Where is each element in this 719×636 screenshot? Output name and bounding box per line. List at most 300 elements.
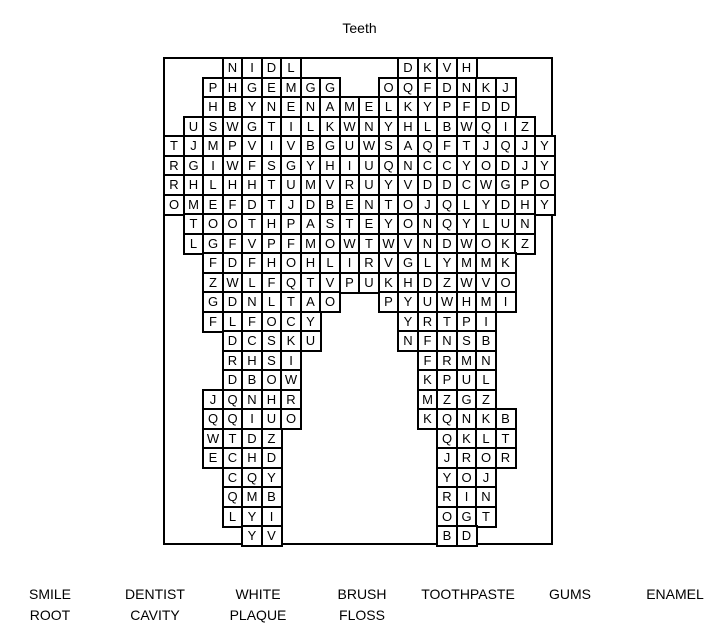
grid-cell[interactable]: O (280, 408, 302, 430)
grid-cell[interactable]: T (339, 213, 361, 235)
grid-cell[interactable]: N (475, 486, 497, 508)
grid-cell[interactable]: J (436, 447, 458, 469)
grid-cell[interactable]: I (261, 135, 283, 157)
grid-cell[interactable]: P (202, 77, 224, 99)
grid-cell[interactable]: O (261, 311, 283, 333)
grid-cell[interactable]: T (378, 194, 400, 216)
grid-cell[interactable]: J (183, 135, 205, 157)
grid-cell[interactable]: K (495, 233, 517, 255)
grid-cell[interactable]: O (495, 272, 517, 294)
grid-cell[interactable]: R (280, 389, 302, 411)
grid-cell[interactable]: Q (378, 155, 400, 177)
grid-cell[interactable]: H (241, 174, 263, 196)
grid-cell[interactable]: M (300, 233, 322, 255)
grid-cell[interactable]: Z (436, 272, 458, 294)
grid-cell[interactable]: T (475, 506, 497, 528)
grid-cell[interactable]: T (456, 135, 478, 157)
grid-cell[interactable]: E (202, 447, 224, 469)
grid-cell[interactable]: D (495, 194, 517, 216)
grid-cell[interactable]: I (241, 57, 263, 79)
grid-cell[interactable]: V (261, 525, 283, 547)
grid-cell[interactable]: O (534, 174, 556, 196)
grid-cell[interactable]: H (261, 252, 283, 274)
grid-cell[interactable]: A (319, 96, 341, 118)
grid-cell[interactable]: K (417, 369, 439, 391)
grid-cell[interactable]: D (241, 194, 263, 216)
grid-cell[interactable]: I (495, 291, 517, 313)
grid-cell[interactable]: O (319, 233, 341, 255)
grid-cell[interactable]: V (475, 272, 497, 294)
grid-cell[interactable]: H (261, 389, 283, 411)
grid-cell[interactable]: N (436, 330, 458, 352)
grid-cell[interactable]: U (358, 174, 380, 196)
grid-cell[interactable]: N (300, 96, 322, 118)
grid-cell[interactable]: I (241, 408, 263, 430)
grid-cell[interactable]: Q (222, 408, 244, 430)
grid-cell[interactable]: Y (261, 467, 283, 489)
grid-cell[interactable]: O (397, 194, 419, 216)
grid-cell[interactable]: Y (300, 311, 322, 333)
grid-cell[interactable]: G (202, 291, 224, 313)
grid-cell[interactable]: L (261, 291, 283, 313)
grid-cell[interactable]: B (436, 116, 458, 138)
grid-cell[interactable]: O (456, 467, 478, 489)
grid-cell[interactable]: N (241, 291, 263, 313)
grid-cell[interactable]: T (241, 213, 263, 235)
grid-cell[interactable]: N (514, 213, 536, 235)
grid-cell[interactable]: D (436, 77, 458, 99)
grid-cell[interactable]: Q (222, 486, 244, 508)
grid-cell[interactable]: L (280, 57, 302, 79)
grid-cell[interactable]: N (397, 155, 419, 177)
grid-cell[interactable]: R (456, 447, 478, 469)
grid-cell[interactable]: U (261, 408, 283, 430)
grid-cell[interactable]: F (202, 311, 224, 333)
grid-cell[interactable]: W (378, 233, 400, 255)
grid-cell[interactable]: S (456, 330, 478, 352)
grid-cell[interactable]: Q (202, 408, 224, 430)
grid-cell[interactable]: G (397, 252, 419, 274)
grid-cell[interactable]: O (378, 77, 400, 99)
grid-cell[interactable]: K (417, 408, 439, 430)
grid-cell[interactable]: L (300, 116, 322, 138)
grid-cell[interactable]: B (475, 330, 497, 352)
grid-cell[interactable]: L (456, 194, 478, 216)
grid-cell[interactable]: L (475, 369, 497, 391)
grid-cell[interactable]: Q (495, 135, 517, 157)
grid-cell[interactable]: U (417, 291, 439, 313)
grid-cell[interactable]: U (280, 174, 302, 196)
grid-cell[interactable]: D (495, 155, 517, 177)
grid-cell[interactable]: G (319, 77, 341, 99)
grid-cell[interactable]: O (280, 252, 302, 274)
grid-cell[interactable]: N (358, 116, 380, 138)
grid-cell[interactable]: A (397, 135, 419, 157)
grid-cell[interactable]: M (339, 96, 361, 118)
grid-cell[interactable]: O (163, 194, 185, 216)
grid-cell[interactable]: U (358, 272, 380, 294)
grid-cell[interactable]: P (280, 213, 302, 235)
grid-cell[interactable]: W (436, 291, 458, 313)
grid-cell[interactable]: O (475, 233, 497, 255)
grid-cell[interactable]: S (319, 213, 341, 235)
grid-cell[interactable]: C (456, 174, 478, 196)
grid-cell[interactable]: O (222, 213, 244, 235)
grid-cell[interactable]: D (222, 291, 244, 313)
grid-cell[interactable]: O (475, 155, 497, 177)
grid-cell[interactable]: O (261, 369, 283, 391)
grid-cell[interactable]: M (241, 486, 263, 508)
grid-cell[interactable]: J (495, 77, 517, 99)
grid-cell[interactable]: C (222, 467, 244, 489)
grid-cell[interactable]: I (261, 506, 283, 528)
grid-cell[interactable]: G (183, 155, 205, 177)
grid-cell[interactable]: D (222, 330, 244, 352)
grid-cell[interactable]: I (339, 252, 361, 274)
grid-cell[interactable]: H (514, 194, 536, 216)
grid-cell[interactable]: I (456, 486, 478, 508)
grid-cell[interactable]: Y (456, 213, 478, 235)
grid-cell[interactable]: F (436, 135, 458, 157)
grid-cell[interactable]: Q (397, 77, 419, 99)
grid-cell[interactable]: R (358, 252, 380, 274)
grid-cell[interactable]: D (436, 174, 458, 196)
grid-cell[interactable]: L (319, 252, 341, 274)
grid-cell[interactable]: H (202, 96, 224, 118)
grid-cell[interactable]: I (202, 155, 224, 177)
grid-cell[interactable]: O (436, 506, 458, 528)
grid-cell[interactable]: W (222, 272, 244, 294)
grid-cell[interactable]: T (358, 233, 380, 255)
grid-cell[interactable]: Y (456, 155, 478, 177)
grid-cell[interactable]: F (241, 311, 263, 333)
grid-cell[interactable]: F (261, 272, 283, 294)
grid-cell[interactable]: L (183, 233, 205, 255)
grid-cell[interactable]: U (183, 116, 205, 138)
grid-cell[interactable]: Z (261, 428, 283, 450)
grid-cell[interactable]: V (397, 233, 419, 255)
grid-cell[interactable]: Y (378, 116, 400, 138)
grid-cell[interactable]: T (222, 428, 244, 450)
grid-cell[interactable]: T (300, 272, 322, 294)
grid-cell[interactable]: B (261, 486, 283, 508)
grid-cell[interactable]: V (397, 174, 419, 196)
grid-cell[interactable]: E (261, 77, 283, 99)
grid-cell[interactable]: O (475, 447, 497, 469)
grid-cell[interactable]: Q (222, 389, 244, 411)
grid-cell[interactable]: C (436, 155, 458, 177)
grid-cell[interactable]: T (280, 291, 302, 313)
grid-cell[interactable]: Y (378, 213, 400, 235)
grid-cell[interactable]: Y (436, 467, 458, 489)
grid-cell[interactable]: E (339, 194, 361, 216)
grid-cell[interactable]: Q (475, 116, 497, 138)
grid-cell[interactable]: L (475, 213, 497, 235)
grid-cell[interactable]: Y (534, 155, 556, 177)
grid-cell[interactable]: M (280, 77, 302, 99)
grid-cell[interactable]: U (300, 330, 322, 352)
grid-cell[interactable]: S (261, 330, 283, 352)
grid-cell[interactable]: Y (534, 194, 556, 216)
grid-cell[interactable]: U (339, 135, 361, 157)
grid-cell[interactable]: H (397, 116, 419, 138)
grid-cell[interactable]: T (163, 135, 185, 157)
grid-cell[interactable]: S (202, 116, 224, 138)
grid-cell[interactable]: H (397, 272, 419, 294)
grid-cell[interactable]: L (202, 174, 224, 196)
grid-cell[interactable]: Y (300, 155, 322, 177)
grid-cell[interactable]: U (456, 369, 478, 391)
grid-cell[interactable]: B (436, 525, 458, 547)
grid-cell[interactable]: C (241, 330, 263, 352)
grid-cell[interactable]: Q (436, 428, 458, 450)
grid-cell[interactable]: M (475, 291, 497, 313)
grid-cell[interactable]: J (475, 135, 497, 157)
grid-cell[interactable]: M (202, 135, 224, 157)
grid-cell[interactable]: T (495, 428, 517, 450)
grid-cell[interactable]: S (261, 350, 283, 372)
grid-cell[interactable]: Y (534, 135, 556, 157)
grid-cell[interactable]: D (222, 369, 244, 391)
grid-cell[interactable]: K (475, 77, 497, 99)
grid-cell[interactable]: W (456, 233, 478, 255)
grid-cell[interactable]: H (456, 291, 478, 313)
grid-cell[interactable]: K (378, 272, 400, 294)
grid-cell[interactable]: D (456, 525, 478, 547)
grid-cell[interactable]: D (417, 272, 439, 294)
grid-cell[interactable]: R (417, 311, 439, 333)
grid-cell[interactable]: P (378, 291, 400, 313)
grid-cell[interactable]: N (417, 233, 439, 255)
grid-cell[interactable]: H (183, 174, 205, 196)
grid-cell[interactable]: G (456, 389, 478, 411)
grid-cell[interactable]: E (358, 213, 380, 235)
grid-cell[interactable]: W (456, 272, 478, 294)
grid-cell[interactable]: H (222, 174, 244, 196)
grid-cell[interactable]: T (183, 213, 205, 235)
grid-cell[interactable]: N (358, 194, 380, 216)
grid-cell[interactable]: L (475, 428, 497, 450)
grid-cell[interactable]: G (280, 155, 302, 177)
grid-cell[interactable]: Q (436, 408, 458, 430)
grid-cell[interactable]: K (319, 116, 341, 138)
grid-cell[interactable]: M (183, 194, 205, 216)
grid-cell[interactable]: J (202, 389, 224, 411)
grid-cell[interactable]: A (300, 213, 322, 235)
grid-cell[interactable]: T (261, 174, 283, 196)
grid-cell[interactable]: J (514, 135, 536, 157)
grid-cell[interactable]: K (417, 57, 439, 79)
grid-cell[interactable]: P (436, 96, 458, 118)
grid-cell[interactable]: F (222, 233, 244, 255)
grid-cell[interactable]: F (202, 252, 224, 274)
grid-cell[interactable]: F (456, 96, 478, 118)
grid-cell[interactable]: J (280, 194, 302, 216)
grid-cell[interactable]: D (475, 96, 497, 118)
grid-cell[interactable]: I (495, 116, 517, 138)
grid-cell[interactable]: H (222, 77, 244, 99)
grid-cell[interactable]: B (319, 194, 341, 216)
grid-cell[interactable]: W (222, 116, 244, 138)
grid-cell[interactable]: V (436, 57, 458, 79)
grid-cell[interactable]: Q (436, 213, 458, 235)
grid-cell[interactable]: K (495, 252, 517, 274)
grid-cell[interactable]: L (378, 96, 400, 118)
grid-cell[interactable]: K (475, 408, 497, 430)
grid-cell[interactable]: D (300, 194, 322, 216)
grid-cell[interactable]: Z (514, 116, 536, 138)
grid-cell[interactable]: W (475, 174, 497, 196)
grid-cell[interactable]: N (456, 408, 478, 430)
grid-cell[interactable]: F (241, 155, 263, 177)
grid-cell[interactable]: F (417, 330, 439, 352)
grid-cell[interactable]: Z (436, 389, 458, 411)
grid-cell[interactable]: P (222, 135, 244, 157)
grid-cell[interactable]: U (358, 155, 380, 177)
grid-cell[interactable]: P (261, 233, 283, 255)
grid-cell[interactable]: K (280, 330, 302, 352)
grid-cell[interactable]: R (163, 155, 185, 177)
grid-cell[interactable]: E (280, 96, 302, 118)
grid-cell[interactable]: P (456, 311, 478, 333)
grid-cell[interactable]: W (339, 233, 361, 255)
grid-cell[interactable]: L (417, 116, 439, 138)
grid-cell[interactable]: V (241, 135, 263, 157)
grid-cell[interactable]: C (417, 155, 439, 177)
grid-cell[interactable]: Z (475, 389, 497, 411)
grid-cell[interactable]: H (300, 252, 322, 274)
grid-cell[interactable]: P (514, 174, 536, 196)
grid-cell[interactable]: Y (241, 506, 263, 528)
grid-cell[interactable]: D (417, 174, 439, 196)
grid-cell[interactable]: W (202, 428, 224, 450)
grid-cell[interactable]: M (475, 252, 497, 274)
grid-cell[interactable]: S (378, 135, 400, 157)
grid-cell[interactable]: B (241, 369, 263, 391)
grid-cell[interactable]: P (436, 369, 458, 391)
grid-cell[interactable]: G (495, 174, 517, 196)
grid-cell[interactable]: Q (280, 272, 302, 294)
grid-cell[interactable]: Y (436, 252, 458, 274)
grid-cell[interactable]: P (339, 272, 361, 294)
grid-cell[interactable]: D (495, 96, 517, 118)
grid-cell[interactable]: R (495, 447, 517, 469)
grid-cell[interactable]: T (436, 311, 458, 333)
grid-cell[interactable]: C (280, 311, 302, 333)
grid-cell[interactable]: I (280, 350, 302, 372)
grid-cell[interactable]: W (222, 155, 244, 177)
grid-cell[interactable]: N (241, 389, 263, 411)
grid-cell[interactable]: Q (436, 194, 458, 216)
grid-cell[interactable]: O (319, 291, 341, 313)
grid-cell[interactable]: E (202, 194, 224, 216)
grid-cell[interactable]: R (436, 350, 458, 372)
grid-cell[interactable]: N (222, 57, 244, 79)
grid-cell[interactable]: J (514, 155, 536, 177)
grid-cell[interactable]: M (456, 252, 478, 274)
grid-cell[interactable]: J (475, 467, 497, 489)
grid-cell[interactable]: Z (202, 272, 224, 294)
grid-cell[interactable]: Y (241, 525, 263, 547)
grid-cell[interactable]: W (339, 116, 361, 138)
grid-cell[interactable]: D (397, 57, 419, 79)
grid-cell[interactable]: V (319, 174, 341, 196)
grid-cell[interactable]: Q (417, 135, 439, 157)
grid-cell[interactable]: N (417, 213, 439, 235)
grid-cell[interactable]: J (417, 194, 439, 216)
grid-cell[interactable]: F (241, 252, 263, 274)
grid-cell[interactable]: M (456, 350, 478, 372)
grid-cell[interactable]: O (202, 213, 224, 235)
grid-cell[interactable]: C (222, 447, 244, 469)
grid-cell[interactable]: W (456, 116, 478, 138)
grid-cell[interactable]: H (456, 57, 478, 79)
grid-cell[interactable]: L (222, 506, 244, 528)
grid-cell[interactable]: G (241, 77, 263, 99)
grid-cell[interactable]: G (202, 233, 224, 255)
grid-cell[interactable]: W (280, 369, 302, 391)
grid-cell[interactable]: F (417, 77, 439, 99)
grid-cell[interactable]: L (222, 311, 244, 333)
grid-cell[interactable]: F (222, 194, 244, 216)
grid-cell[interactable]: N (475, 350, 497, 372)
grid-cell[interactable]: H (241, 350, 263, 372)
grid-cell[interactable]: H (261, 213, 283, 235)
grid-cell[interactable]: Y (397, 311, 419, 333)
grid-cell[interactable]: S (261, 155, 283, 177)
grid-cell[interactable]: H (241, 447, 263, 469)
grid-cell[interactable]: L (417, 252, 439, 274)
grid-cell[interactable]: V (378, 252, 400, 274)
grid-cell[interactable]: N (456, 77, 478, 99)
grid-cell[interactable]: R (339, 174, 361, 196)
grid-cell[interactable]: R (436, 486, 458, 508)
grid-cell[interactable]: G (241, 116, 263, 138)
grid-cell[interactable]: A (300, 291, 322, 313)
grid-cell[interactable]: Y (397, 291, 419, 313)
grid-cell[interactable]: T (261, 116, 283, 138)
grid-cell[interactable]: N (397, 330, 419, 352)
grid-cell[interactable]: D (436, 233, 458, 255)
grid-cell[interactable]: V (280, 135, 302, 157)
grid-cell[interactable]: I (339, 155, 361, 177)
grid-cell[interactable]: I (475, 311, 497, 333)
grid-cell[interactable]: G (456, 506, 478, 528)
grid-cell[interactable]: D (241, 428, 263, 450)
grid-cell[interactable]: F (280, 233, 302, 255)
grid-cell[interactable]: F (417, 350, 439, 372)
grid-cell[interactable]: G (300, 77, 322, 99)
grid-cell[interactable]: T (261, 194, 283, 216)
grid-cell[interactable]: N (261, 96, 283, 118)
grid-cell[interactable]: D (261, 57, 283, 79)
grid-cell[interactable]: H (319, 155, 341, 177)
grid-cell[interactable]: K (397, 96, 419, 118)
grid-cell[interactable]: W (358, 135, 380, 157)
grid-cell[interactable]: M (417, 389, 439, 411)
grid-cell[interactable]: M (300, 174, 322, 196)
grid-cell[interactable]: Q (241, 467, 263, 489)
grid-cell[interactable]: R (222, 350, 244, 372)
grid-cell[interactable]: Y (241, 96, 263, 118)
grid-cell[interactable]: E (358, 96, 380, 118)
grid-cell[interactable]: G (319, 135, 341, 157)
grid-cell[interactable]: Y (475, 194, 497, 216)
grid-cell[interactable]: U (495, 213, 517, 235)
grid-cell[interactable]: B (495, 408, 517, 430)
grid-cell[interactable]: L (241, 272, 263, 294)
grid-cell[interactable]: V (241, 233, 263, 255)
